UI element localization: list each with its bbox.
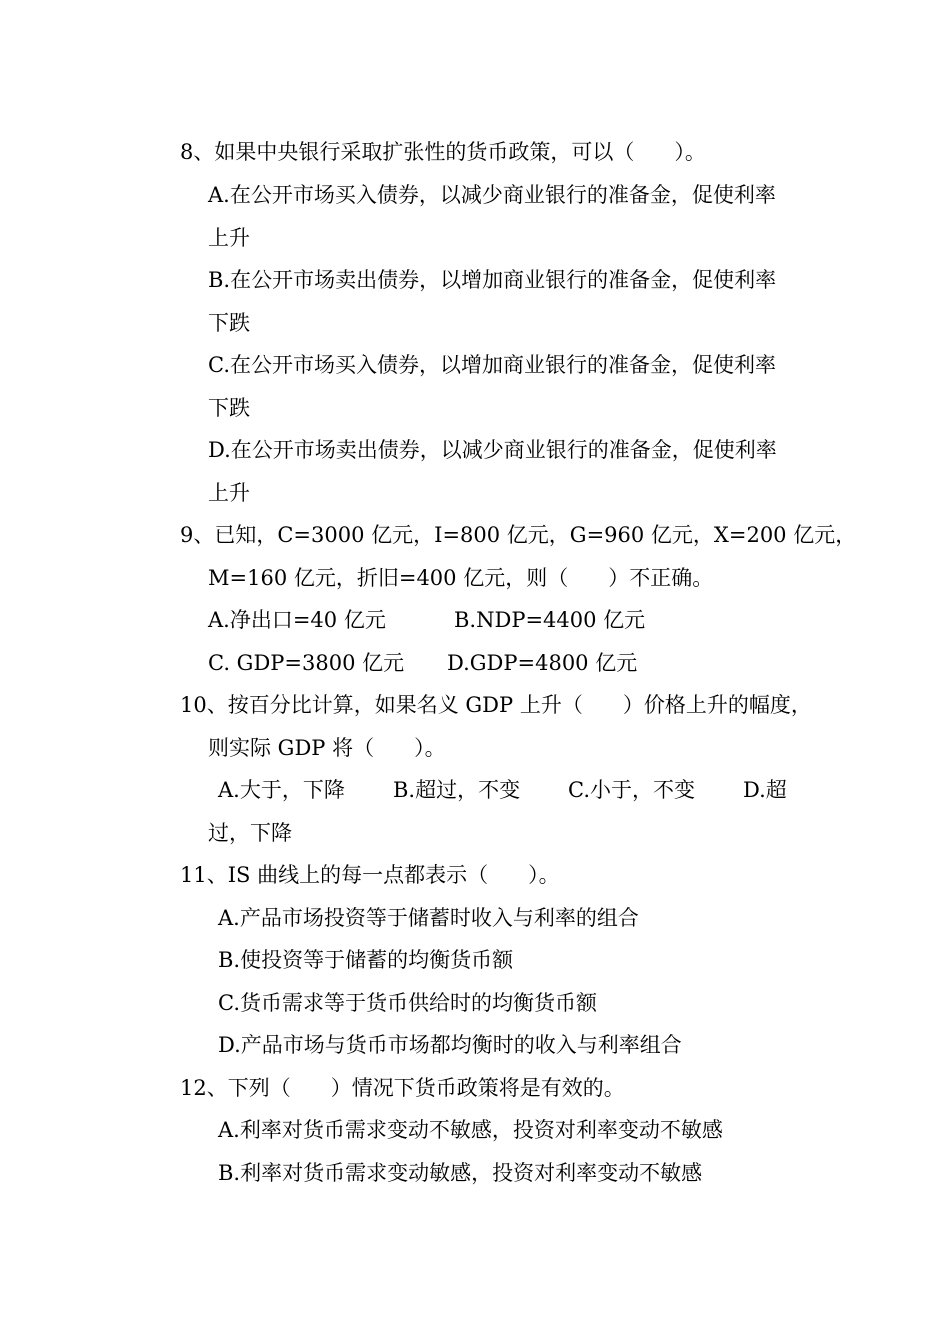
question-8-option-c-line1: C.在公开市场买入债券，以增加商业银行的准备金，促使利率 [208, 353, 776, 377]
question-8-option-a-line2: 上升 [208, 226, 250, 250]
question-10-option-c: C.小于，不变 [568, 778, 695, 802]
question-9-stem-line2: M=160 亿元，折旧=400 亿元，则（ ）不正确。 [208, 566, 714, 590]
question-12-option-b: B.利率对货币需求变动敏感，投资对利率变动不敏感 [218, 1161, 703, 1185]
question-10-option-b: B.超过，不变 [393, 778, 521, 802]
question-8-option-d-line1: D.在公开市场卖出债券，以减少商业银行的准备金，促使利率 [208, 438, 777, 462]
question-11-stem: 11、IS 曲线上的每一点都表示（ ）。 [180, 863, 560, 887]
question-8-option-b-line2: 下跌 [208, 311, 250, 335]
question-10-options-row [0, 777, 950, 803]
question-9-option-a: A.净出口=40 亿元 [208, 608, 386, 632]
question-9-option-b: B.NDP=4400 亿元 [454, 608, 646, 632]
question-11-option-a: A.产品市场投资等于储蓄时收入与利率的组合 [218, 906, 639, 930]
question-11-option-d: D.产品市场与货币市场都均衡时的收入与利率组合 [218, 1033, 682, 1057]
question-8-option-a-line1: A.在公开市场买入债券，以减少商业银行的准备金，促使利率 [208, 183, 776, 207]
question-10-stem-line1: 10、按百分比计算，如果名义 GDP 上升（ ）价格上升的幅度， [180, 693, 812, 717]
question-12-stem: 12、下列（ ）情况下货币政策将是有效的。 [180, 1076, 625, 1100]
question-10-option-d-part1: D.超 [743, 778, 787, 802]
question-8-option-b-line1: B.在公开市场卖出债券，以增加商业银行的准备金，促使利率 [208, 268, 777, 292]
question-9-options-row1 [0, 607, 950, 633]
question-12-option-a: A.利率对货币需求变动不敏感，投资对利率变动不敏感 [218, 1118, 723, 1142]
question-8-option-d-line2: 上升 [208, 481, 250, 505]
question-11-option-b: B.使投资等于储蓄的均衡货币额 [218, 948, 514, 972]
question-9-options-row2 [0, 650, 950, 676]
question-10-option-a: A.大于，下降 [218, 778, 345, 802]
question-8-option-c-line2: 下跌 [208, 396, 250, 420]
question-10-stem-line2: 则实际 GDP 将（ ）。 [208, 736, 446, 760]
question-10-option-d-part2: 过，下降 [208, 821, 292, 845]
question-9-stem-line1: 9、已知，C=3000 亿元，I=800 亿元，G=960 亿元，X=200 亿元， [180, 523, 857, 547]
question-9-option-d: D.GDP=4800 亿元 [447, 651, 638, 675]
question-8-stem: 8、如果中央银行采取扩张性的货币政策，可以（ ）。 [180, 140, 706, 164]
question-9-option-c: C. GDP=3800 亿元 [208, 651, 405, 675]
question-11-option-c: C.货币需求等于货币供给时的均衡货币额 [218, 991, 597, 1015]
